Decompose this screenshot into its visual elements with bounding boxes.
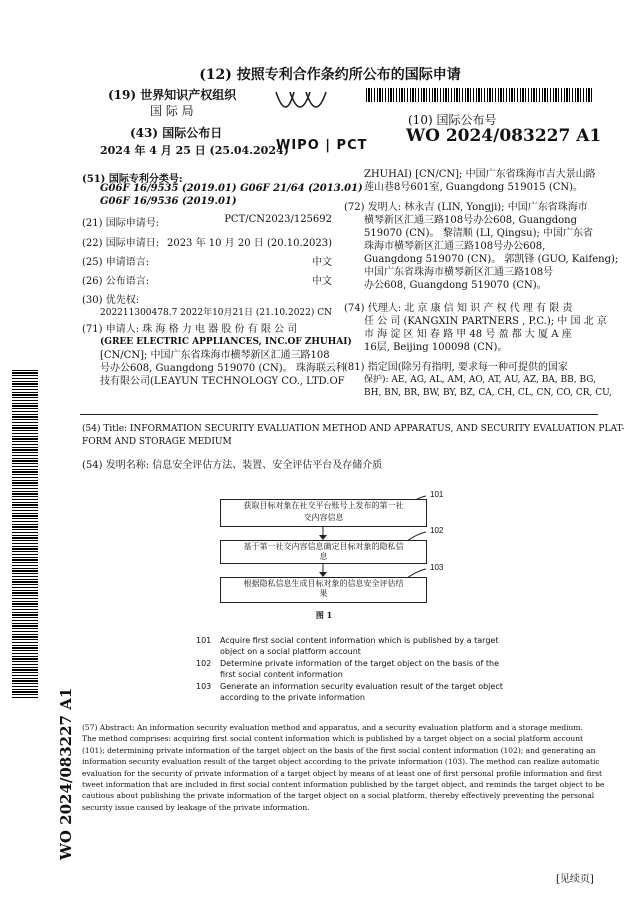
- title-cn: (54) 发明名称: 信息安全评估方法、装置、安全评估平台及存储介质: [82, 460, 383, 471]
- field-71-line5: 技有限公司(LEAYUN TECHNOLOGY CO., LTD.OF: [100, 376, 345, 387]
- title-en-line2: FORM AND STORAGE MEDIUM: [82, 437, 232, 447]
- flow-step-102: [220, 540, 427, 564]
- field-71-line3: [CN/CN]; 中国广东省珠海市横琴新区汇通三路108: [100, 350, 330, 361]
- field-51-line1: G06F 16/9535 (2019.01) G06F 21/64 (2013.01): [100, 183, 363, 194]
- field-72-line6: 中国广东省珠海市横琴新区汇通三路108号: [364, 267, 554, 278]
- flow-step-102-line2: 息: [319, 552, 328, 561]
- field-21-value: PCT/CN2023/125692: [224, 214, 332, 225]
- pub-date-label: (43) 国际公布日: [130, 126, 223, 140]
- flow-step-103: [220, 577, 427, 603]
- figure-label: 图 1: [315, 610, 333, 620]
- pub-no: WO 2024/083227 A1: [406, 126, 602, 146]
- field-51-line2: G06F 16/9536 (2019.01): [100, 196, 237, 207]
- field-74-line3: 市 海 淀 区 知 春 路 甲 48 号 盈 都 大 厦 A 座: [364, 329, 572, 340]
- flow-step-102-number: 102: [430, 526, 444, 535]
- legend-key-102: 102: [196, 659, 212, 668]
- legend-text-101-line2: object on a social platform account: [220, 647, 361, 656]
- flow-step-101-line2: 交内容信息: [303, 513, 344, 522]
- abstract-line6: tweet information that are included in first social content information published by the target object, and reminds the target object to be: [82, 780, 605, 790]
- field-26-label: (26) 公布语言:: [82, 276, 150, 287]
- side-pub-no: WO 2024/083227 A1: [57, 687, 75, 860]
- abstract-line5: evaluation for the security of private information of a target object by means of at least one of first personal profile information and first: [82, 768, 603, 778]
- field-21-label: (21) 国际申请号:: [82, 218, 160, 229]
- barcode-top: [366, 88, 594, 102]
- org-name: (19) 世界知识产权组织: [108, 88, 237, 102]
- field-72-line3: 519070 (CN)。 黎清顺 (LI, Qingsu); 中国广东省: [364, 228, 594, 239]
- title-en-line1: (54) Title: INFORMATION SECURITY EVALUATION METHOD AND APPARATUS, AND SECURITY EVALUATION PLAT-: [82, 424, 625, 434]
- applicant-continued-1: ZHUHAI) [CN/CN]; 中国广东省珠海市吉大景山路: [364, 169, 596, 180]
- pub-no-label: (10) 国际公布号: [408, 113, 497, 127]
- flowchart: [220, 490, 450, 626]
- abstract-line3: (101); determining private information of the target object on the basis of the first social content information (102); and generating an: [82, 745, 596, 755]
- flow-step-101: [220, 499, 427, 527]
- field-72-line7: 办公608, Guangdong 519070 (CN)。: [364, 280, 547, 291]
- field-26-value: 中文: [312, 276, 332, 287]
- field-22-label: (22) 国际申请日:: [82, 238, 160, 249]
- field-72-line5: Guangdong 519070 (CN)。 郭凯锋 (GUO, Kaifeng);: [364, 254, 619, 265]
- field-74-line2: 任 公 司 (KANGXIN PARTNERS , P.C.); 中 国 北 京: [364, 316, 607, 327]
- abstract: [82, 722, 605, 813]
- abstract-line2: The method comprises: acquiring first social content information which is published by a target object on a social platform account: [82, 734, 584, 744]
- org-bureau: 国 际 局: [150, 104, 194, 118]
- field-81-line2: 保护): AE, AG, AL, AM, AO, AT, AU, AZ, BA, BB, BG,: [364, 375, 596, 385]
- flow-step-103-line1: 根据隐私信息生成目标对象的信息安全评估结: [243, 579, 404, 588]
- legend-text-102-line1: Determine private information of the target object on the basis of the: [220, 659, 500, 668]
- flow-step-103-number: 103: [430, 563, 444, 572]
- field-30-label: (30) 优先权:: [82, 295, 140, 306]
- legend-key-103: 103: [196, 682, 212, 691]
- field-81-line1: (81) 指定国(除另有指明, 要求每一种可提供的国家: [344, 362, 568, 373]
- field-72-line4: 珠海市横琴新区汇通三路108号办公608,: [364, 241, 546, 252]
- abstract-line8: security issue caused by leakage of the private information.: [82, 802, 310, 812]
- wipo-pct-logo-text: WIPO | PCT: [276, 138, 368, 153]
- field-22-value: 2023 年 10 月 20 日 (20.10.2023): [166, 238, 332, 249]
- abstract-line4: information security evaluation result of the target object according to the private information (103). The method can realize automatic: [82, 757, 600, 767]
- field-71-line1: (71) 申请人: 珠 海 格 力 电 器 股 份 有 限 公 司: [82, 324, 298, 335]
- legend-key-101: 101: [196, 636, 212, 645]
- document-title: (12) 按照专利合作条约所公布的国际申请: [199, 67, 461, 83]
- legend-text-103-line1: Generate an information security evaluation result of the target object: [220, 682, 503, 691]
- flow-step-101-line1: 获取目标对象在社交平台账号上发布的第一社: [243, 501, 404, 510]
- field-72-line2: 横琴新区汇通三路108号办公608, Guangdong: [364, 215, 578, 226]
- field-30-value: 202211300478.7 2022年10月21日 (21.10.2022) CN: [100, 308, 333, 318]
- field-72-line1: (72) 发明人: 林永吉 (LIN, Yongji); 中国广东省珠海市: [344, 202, 588, 213]
- field-81-line3: BH, BN, BR, BW, BY, BZ, CA, CH, CL, CN, CO, CR, CU,: [364, 388, 612, 398]
- pub-date: 2024 年 4 月 25 日 (25.04.2024): [100, 144, 289, 157]
- field-51-label: (51) 国际专利分类号:: [82, 174, 183, 185]
- legend-text-102-line2: first social content information: [220, 670, 343, 679]
- section-divider: [80, 414, 598, 415]
- continued-note: [见续页]: [556, 874, 594, 885]
- abstract-line7: cautious about publishing the private information of the target object on a social platform, thereby effectively preventing the personal: [82, 791, 595, 801]
- flow-step-101-number: 101: [430, 490, 444, 499]
- field-71-line2: (GREE ELECTRIC APPLIANCES, INC.OF ZHUHAI): [100, 337, 352, 347]
- wipo-logo-icon: [272, 88, 332, 134]
- field-25-value: 中文: [312, 257, 332, 268]
- abstract-line1: (57) Abstract: An information security evaluation method and apparatus, and a security evaluation platform and a storage medium.: [82, 723, 583, 732]
- flow-step-103-line2: 果: [319, 589, 328, 598]
- legend-text-101-line1: Acquire first social content information which is published by a target: [220, 636, 499, 645]
- legend-text-103-line2: according to the private information: [220, 693, 365, 702]
- barcode-side: [12, 370, 38, 700]
- field-25-label: (25) 申请语言:: [82, 257, 150, 268]
- field-74-line1: (74) 代理人: 北 京 康 信 知 识 产 权 代 理 有 限 责: [344, 303, 573, 314]
- applicant-continued-2: 莲山巷8号601室, Guangdong 519015 (CN)。: [364, 182, 584, 193]
- field-71-line4: 号办公608, Guangdong 519070 (CN)。 珠海联云科: [100, 363, 346, 374]
- field-74-line4: 16层, Beijing 100098 (CN)。: [364, 342, 508, 353]
- flow-step-102-line1: 基于第一社交内容信息确定目标对象的隐私信: [243, 542, 404, 551]
